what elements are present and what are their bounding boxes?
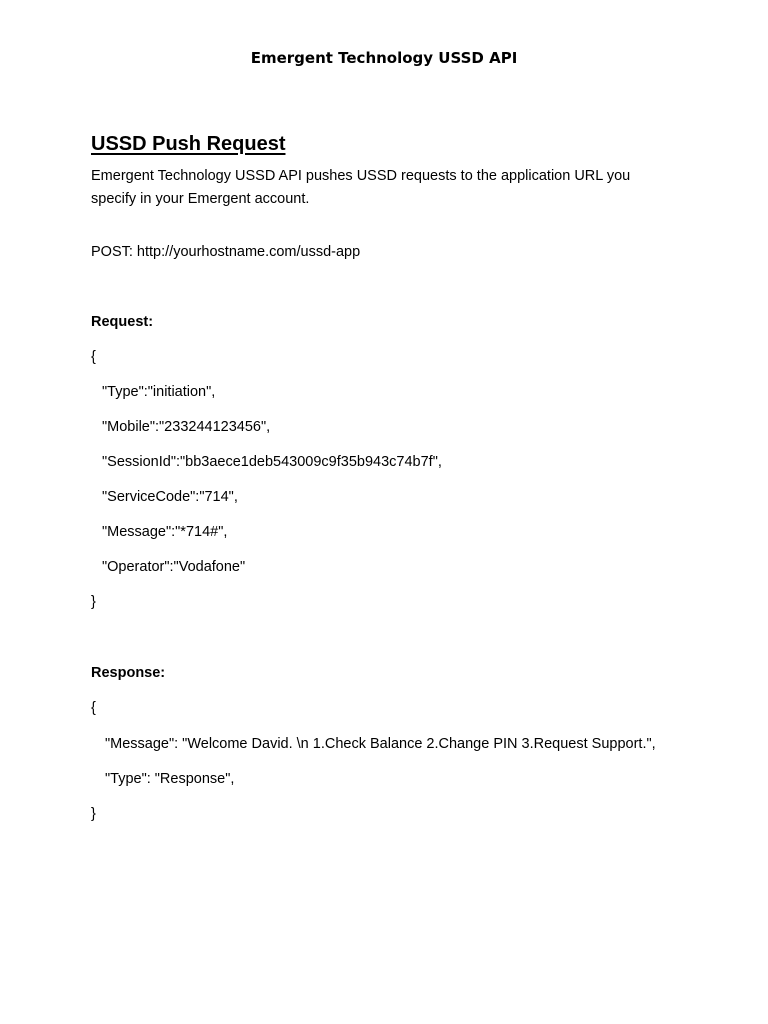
section-heading: USSD Push Request (91, 133, 286, 155)
request-line-type: "Type":"initiation", (102, 384, 216, 400)
request-line-sessionid: "SessionId":"bb3aece1deb543009c9f35b943c74b7f", (102, 454, 442, 470)
request-line-operator: "Operator":"Vodafone" (102, 559, 246, 575)
request-close-brace: } (91, 594, 96, 610)
document-title: Emergent Technology USSD API (250, 49, 518, 67)
request-line-mobile: "Mobile":"233244123456", (102, 419, 271, 435)
response-open-brace: { (91, 700, 96, 716)
request-line-servicecode: "ServiceCode":"714", (102, 489, 238, 505)
intro-paragraph: Emergent Technology USSD API pushes USSD requests to the application URL you specify in your Emergent account. (91, 168, 631, 207)
response-line-type: "Type": "Response", (105, 771, 235, 787)
request-line-message: "Message":"*714#", (102, 524, 228, 540)
post-endpoint-line: POST: http://yourhostname.com/ussd-app (91, 244, 361, 260)
request-label: Request: (91, 314, 154, 330)
request-open-brace: { (91, 349, 96, 365)
response-line-message: "Message": "Welcome David. \n 1.Check Balance 2.Change PIN 3.Request Support.", (105, 736, 656, 752)
response-label: Response: (91, 665, 166, 681)
response-close-brace: } (91, 806, 96, 822)
